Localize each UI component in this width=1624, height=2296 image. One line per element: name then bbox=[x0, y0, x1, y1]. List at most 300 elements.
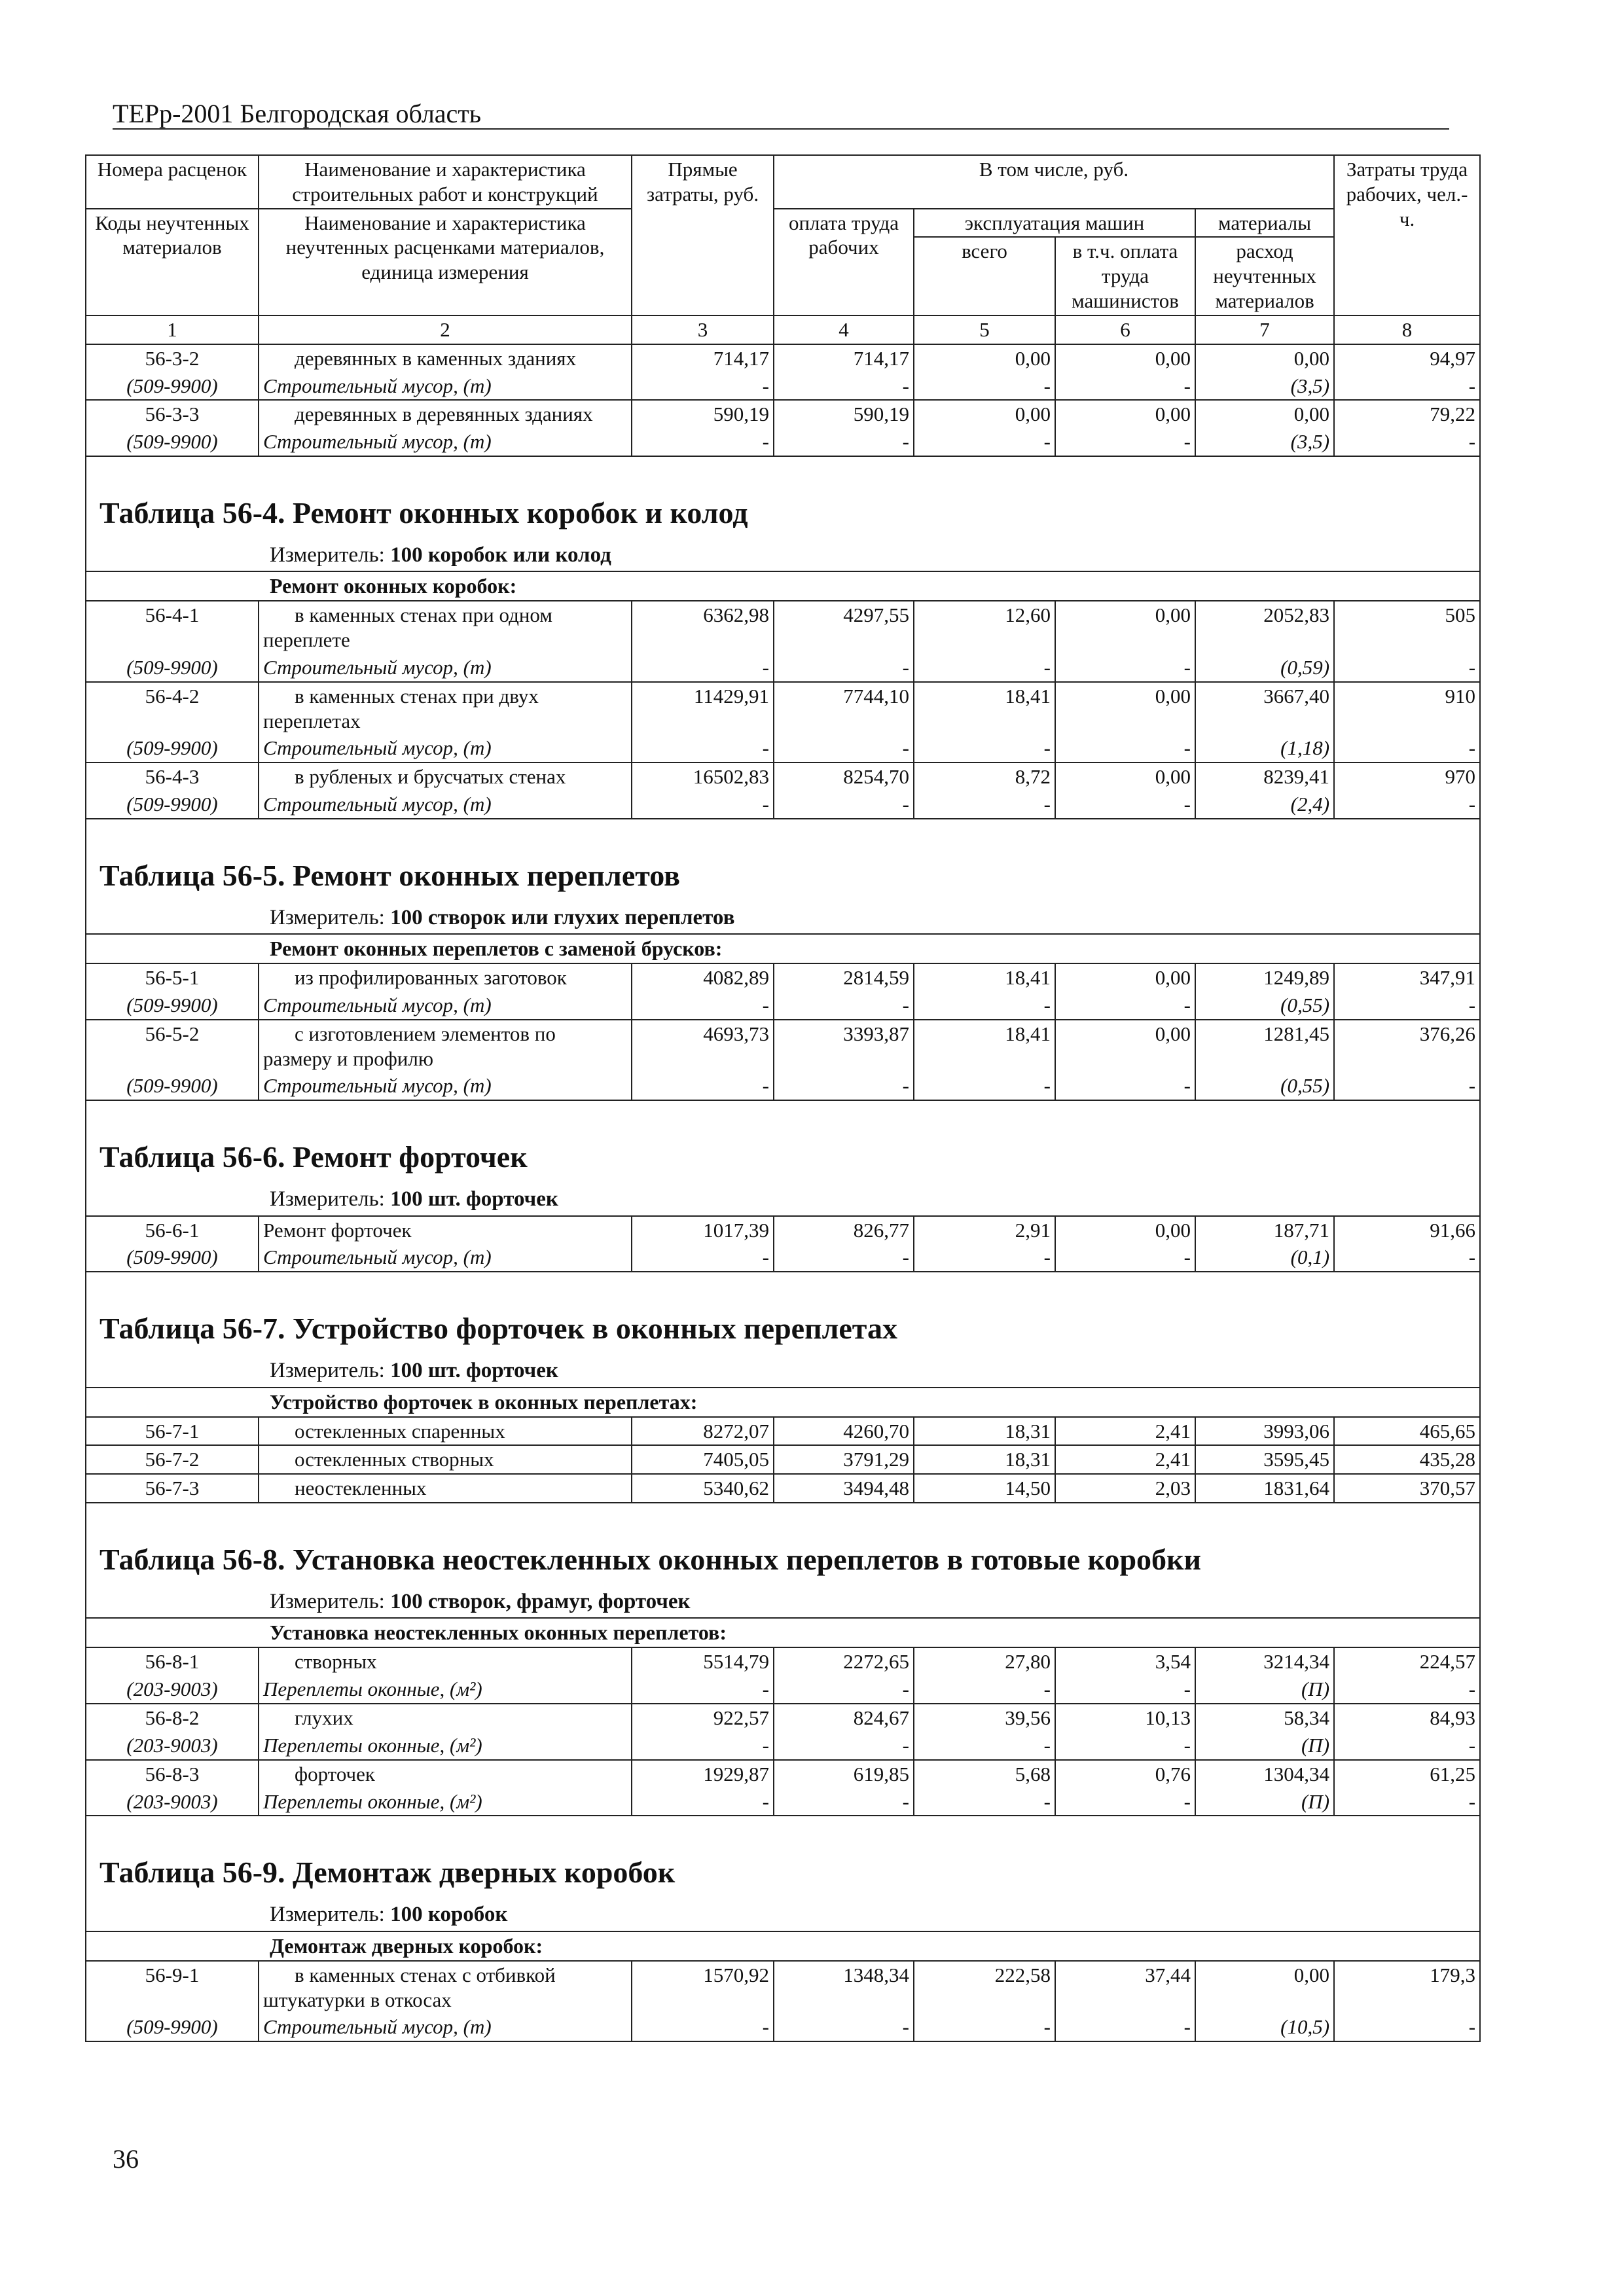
rate-value: 222,58 bbox=[914, 1961, 1055, 2014]
rate-code: 56-5-2 bbox=[86, 1020, 259, 1073]
rate-value: 4260,70 bbox=[774, 1417, 914, 1446]
material-value: - bbox=[1055, 992, 1195, 1020]
rate-value: 826,77 bbox=[774, 1216, 914, 1244]
rate-value: 3993,06 bbox=[1195, 1417, 1334, 1446]
subheader: Ремонт оконных переплетов с заменой брусков: bbox=[86, 934, 1480, 963]
material-value: - bbox=[1334, 791, 1480, 819]
material-value: - bbox=[1055, 428, 1195, 456]
material-value: - bbox=[1334, 654, 1480, 682]
rate-value: 5340,62 bbox=[632, 1474, 774, 1503]
material-value: - bbox=[914, 1072, 1055, 1100]
rate-value: 0,00 bbox=[914, 400, 1055, 428]
material-value: - bbox=[914, 1732, 1055, 1760]
rate-code: 56-4-2 bbox=[86, 682, 259, 735]
rate-value: 2,41 bbox=[1055, 1445, 1195, 1474]
rate-value: 435,28 bbox=[1334, 1445, 1480, 1474]
measure-label: Измеритель: bbox=[270, 905, 385, 929]
rate-name: из профилированных заготовок bbox=[259, 963, 632, 992]
subheader: Демонтаж дверных коробок: bbox=[86, 1931, 1480, 1961]
material-value: - bbox=[632, 1072, 774, 1100]
col-header-wages: оплата труда рабочих bbox=[774, 209, 914, 315]
rate-value: 376,26 bbox=[1334, 1020, 1480, 1073]
rate-value: 0,00 bbox=[1055, 601, 1195, 654]
rate-value: 2814,59 bbox=[774, 963, 914, 992]
rate-value: 3791,29 bbox=[774, 1445, 914, 1474]
material-row bbox=[86, 1244, 1480, 1272]
material-value: (П) bbox=[1195, 1732, 1334, 1760]
table-row bbox=[86, 1445, 1480, 1474]
subheader-row bbox=[86, 1388, 1480, 1417]
material-value: - bbox=[632, 1676, 774, 1704]
material-value: - bbox=[914, 791, 1055, 819]
rate-name: деревянных в каменных зданиях bbox=[259, 344, 632, 372]
material-value: - bbox=[632, 372, 774, 401]
material-value: - bbox=[914, 2013, 1055, 2041]
material-row bbox=[86, 992, 1480, 1020]
rate-code: 56-4-1 bbox=[86, 601, 259, 654]
table-title: Таблица 56-8. Установка неостекленных оконных переплетов в готовые коробки bbox=[86, 1503, 1480, 1587]
rate-value: 84,93 bbox=[1334, 1704, 1480, 1732]
column-number: 7 bbox=[1195, 315, 1334, 344]
rate-value: 0,00 bbox=[1055, 963, 1195, 992]
rate-code: 56-8-2 bbox=[86, 1704, 259, 1732]
column-number: 5 bbox=[914, 315, 1055, 344]
rate-code: 56-7-1 bbox=[86, 1417, 259, 1446]
page-number: 36 bbox=[113, 2144, 139, 2174]
material-row bbox=[86, 791, 1480, 819]
table-row bbox=[86, 682, 1480, 735]
material-value: - bbox=[774, 654, 914, 682]
material-row bbox=[86, 734, 1480, 762]
subheader-row bbox=[86, 934, 1480, 963]
table-row bbox=[86, 601, 1480, 654]
material-value: - bbox=[774, 1788, 914, 1816]
material-code: (509-9900) bbox=[86, 734, 259, 762]
rate-code: 56-4-3 bbox=[86, 762, 259, 791]
subheader-row bbox=[86, 1931, 1480, 1961]
rate-code: 56-5-1 bbox=[86, 963, 259, 992]
material-row bbox=[86, 2013, 1480, 2041]
table-title: Таблица 56-9. Демонтаж дверных коробок bbox=[86, 1816, 1480, 1900]
rate-value: 5514,79 bbox=[632, 1647, 774, 1676]
rate-value: 187,71 bbox=[1195, 1216, 1334, 1244]
rate-value: 8272,07 bbox=[632, 1417, 774, 1446]
rate-value: 18,31 bbox=[914, 1417, 1055, 1446]
rate-value: 619,85 bbox=[774, 1760, 914, 1788]
rate-value: 590,19 bbox=[632, 400, 774, 428]
rate-value: 1304,34 bbox=[1195, 1760, 1334, 1788]
rate-name: с изготовлением элементов по размеру и профилю bbox=[259, 1020, 632, 1073]
material-value: - bbox=[632, 1244, 774, 1272]
rate-value: 94,97 bbox=[1334, 344, 1480, 372]
material-value: - bbox=[1055, 1072, 1195, 1100]
rate-code: 56-9-1 bbox=[86, 1961, 259, 2014]
material-code: (509-9900) bbox=[86, 992, 259, 1020]
material-value: (0,55) bbox=[1195, 992, 1334, 1020]
rate-value: 1831,64 bbox=[1195, 1474, 1334, 1503]
table-title: Таблица 56-5. Ремонт оконных переплетов bbox=[86, 819, 1480, 903]
col-header-machines: эксплуатация машин bbox=[914, 209, 1195, 238]
rate-value: 1929,87 bbox=[632, 1760, 774, 1788]
rate-name: форточек bbox=[259, 1760, 632, 1788]
rate-value: 3214,34 bbox=[1195, 1647, 1334, 1676]
material-value: - bbox=[914, 992, 1055, 1020]
material-value: - bbox=[1334, 2013, 1480, 2041]
material-value: - bbox=[914, 1676, 1055, 1704]
material-value: - bbox=[774, 428, 914, 456]
measure-row bbox=[86, 541, 1480, 571]
material-value: - bbox=[774, 1072, 914, 1100]
column-number: 4 bbox=[774, 315, 914, 344]
rate-value: 8239,41 bbox=[1195, 762, 1334, 791]
table-title: Таблица 56-6. Ремонт форточек bbox=[86, 1100, 1480, 1185]
material-value: - bbox=[1334, 734, 1480, 762]
col-header-materials: материалы bbox=[1195, 209, 1334, 238]
material-value: - bbox=[914, 1788, 1055, 1816]
rate-value: 5,68 bbox=[914, 1760, 1055, 1788]
rate-value: 714,17 bbox=[632, 344, 774, 372]
rate-name: неостекленных bbox=[259, 1474, 632, 1503]
material-row bbox=[86, 372, 1480, 401]
table-row bbox=[86, 344, 1480, 372]
rate-value: 1249,89 bbox=[1195, 963, 1334, 992]
material-value: - bbox=[632, 654, 774, 682]
material-name: Строительный мусор, (т) bbox=[259, 2013, 632, 2041]
col-header-name-top: Наименование и характеристика строительных работ и конструкций bbox=[259, 155, 632, 209]
measure-label: Измеритель: bbox=[270, 1187, 385, 1211]
measure-label: Измеритель: bbox=[270, 1903, 385, 1927]
rate-code: 56-3-2 bbox=[86, 344, 259, 372]
col-header-codes-bottom: Коды неучтенных материалов bbox=[86, 209, 259, 315]
table-title-row bbox=[86, 456, 1480, 541]
material-value: - bbox=[774, 1244, 914, 1272]
material-value: - bbox=[774, 791, 914, 819]
material-value: - bbox=[914, 372, 1055, 401]
col-header-total: всего bbox=[914, 237, 1055, 315]
measure-line bbox=[86, 1900, 1480, 1931]
material-code: (509-9900) bbox=[86, 654, 259, 682]
measure-row bbox=[86, 1185, 1480, 1215]
material-name: Переплеты оконные, (м²) bbox=[259, 1676, 632, 1704]
material-name: Строительный мусор, (т) bbox=[259, 654, 632, 682]
rate-value: 1281,45 bbox=[1195, 1020, 1334, 1073]
material-code: (509-9900) bbox=[86, 1072, 259, 1100]
rate-value: 0,00 bbox=[1055, 1020, 1195, 1073]
col-header-direct: Прямые затраты, руб. bbox=[632, 155, 774, 315]
material-value: - bbox=[1055, 734, 1195, 762]
rate-name: в каменных стенах при одном переплете bbox=[259, 601, 632, 654]
rate-value: 11429,91 bbox=[632, 682, 774, 735]
material-value: (3,5) bbox=[1195, 372, 1334, 401]
rate-value: 18,41 bbox=[914, 682, 1055, 735]
material-value: - bbox=[1334, 1788, 1480, 1816]
rate-value: 37,44 bbox=[1055, 1961, 1195, 2014]
material-value: (3,5) bbox=[1195, 428, 1334, 456]
rate-value: 0,00 bbox=[1055, 762, 1195, 791]
material-code: (509-9900) bbox=[86, 372, 259, 401]
rate-code: 56-7-2 bbox=[86, 1445, 259, 1474]
material-value: (2,4) bbox=[1195, 791, 1334, 819]
rate-value: 3667,40 bbox=[1195, 682, 1334, 735]
rate-value: 505 bbox=[1334, 601, 1480, 654]
rate-value: 0,00 bbox=[1055, 1216, 1195, 1244]
material-value: (10,5) bbox=[1195, 2013, 1334, 2041]
rate-value: 91,66 bbox=[1334, 1216, 1480, 1244]
table-row bbox=[86, 963, 1480, 992]
table-title: Таблица 56-4. Ремонт оконных коробок и колод bbox=[86, 456, 1480, 541]
subheader: Устройство форточек в оконных переплетах: bbox=[86, 1388, 1480, 1417]
material-value: - bbox=[1055, 372, 1195, 401]
rate-value: 18,41 bbox=[914, 1020, 1055, 1073]
material-row bbox=[86, 1788, 1480, 1816]
rate-value: 0,00 bbox=[1055, 344, 1195, 372]
subheader-row bbox=[86, 1618, 1480, 1647]
material-value: - bbox=[632, 1732, 774, 1760]
subheader: Установка неостекленных оконных переплетов: bbox=[86, 1618, 1480, 1647]
material-name: Строительный мусор, (т) bbox=[259, 791, 632, 819]
rate-value: 2,91 bbox=[914, 1216, 1055, 1244]
rate-value: 16502,83 bbox=[632, 762, 774, 791]
rate-code: 56-6-1 bbox=[86, 1216, 259, 1244]
material-value: - bbox=[1334, 372, 1480, 401]
material-value: - bbox=[632, 428, 774, 456]
rate-value: 2272,65 bbox=[774, 1647, 914, 1676]
material-name: Строительный мусор, (т) bbox=[259, 1244, 632, 1272]
material-name: Строительный мусор, (т) bbox=[259, 992, 632, 1020]
rate-code: 56-3-3 bbox=[86, 400, 259, 428]
col-header-codes-top: Номера расценок bbox=[86, 155, 259, 209]
material-value: (П) bbox=[1195, 1676, 1334, 1704]
material-name: Строительный мусор, (т) bbox=[259, 1072, 632, 1100]
rate-value: 58,34 bbox=[1195, 1704, 1334, 1732]
material-row bbox=[86, 1072, 1480, 1100]
column-number-row bbox=[86, 315, 1480, 344]
material-value: - bbox=[632, 791, 774, 819]
rate-value: 910 bbox=[1334, 682, 1480, 735]
table-title-row bbox=[86, 1100, 1480, 1185]
material-code: (203-9003) bbox=[86, 1676, 259, 1704]
material-value: - bbox=[1055, 1244, 1195, 1272]
measure-value: 100 шт. форточек bbox=[390, 1187, 558, 1211]
rate-value: 3393,87 bbox=[774, 1020, 914, 1073]
rate-code: 56-8-1 bbox=[86, 1647, 259, 1676]
page-header: ТЕРр-2001 Белгородская область bbox=[113, 99, 482, 128]
column-number: 3 bbox=[632, 315, 774, 344]
material-code: (509-9900) bbox=[86, 428, 259, 456]
table-row bbox=[86, 1216, 1480, 1244]
material-code: (203-9003) bbox=[86, 1732, 259, 1760]
rate-value: 370,57 bbox=[1334, 1474, 1480, 1503]
table-row bbox=[86, 1647, 1480, 1676]
material-row bbox=[86, 428, 1480, 456]
rate-name: в каменных стенах при двух переплетах bbox=[259, 682, 632, 735]
measure-line bbox=[86, 1356, 1480, 1387]
table-row bbox=[86, 1760, 1480, 1788]
material-value: - bbox=[914, 654, 1055, 682]
subheader-row bbox=[86, 571, 1480, 601]
rate-value: 4297,55 bbox=[774, 601, 914, 654]
rate-value: 7405,05 bbox=[632, 1445, 774, 1474]
rate-value: 1348,34 bbox=[774, 1961, 914, 2014]
material-code: (509-9900) bbox=[86, 791, 259, 819]
col-header-labor: Затраты труда рабочих, чел.-ч. bbox=[1334, 155, 1480, 315]
table-row bbox=[86, 1961, 1480, 2014]
rate-value: 61,25 bbox=[1334, 1760, 1480, 1788]
rate-value: 79,22 bbox=[1334, 400, 1480, 428]
measure-value: 100 створок, фрамуг, форточек bbox=[390, 1590, 691, 1614]
measure-line bbox=[86, 541, 1480, 571]
material-value: - bbox=[1055, 654, 1195, 682]
material-row bbox=[86, 654, 1480, 682]
measure-label: Измеритель: bbox=[270, 1590, 385, 1614]
rate-value: 2052,83 bbox=[1195, 601, 1334, 654]
rate-value: 0,00 bbox=[1195, 344, 1334, 372]
material-name: Переплеты оконные, (м²) bbox=[259, 1732, 632, 1760]
rate-value: 2,41 bbox=[1055, 1417, 1195, 1446]
rate-value: 0,00 bbox=[1195, 1961, 1334, 2014]
rate-name: створных bbox=[259, 1647, 632, 1676]
material-value: - bbox=[774, 372, 914, 401]
rate-value: 224,57 bbox=[1334, 1647, 1480, 1676]
rate-name: остекленных спаренных bbox=[259, 1417, 632, 1446]
material-name: Строительный мусор, (т) bbox=[259, 372, 632, 401]
rate-value: 0,00 bbox=[1195, 400, 1334, 428]
material-value: (П) bbox=[1195, 1788, 1334, 1816]
measure-label: Измеритель: bbox=[270, 1359, 385, 1383]
rate-value: 39,56 bbox=[914, 1704, 1055, 1732]
rate-value: 3,54 bbox=[1055, 1647, 1195, 1676]
rate-code: 56-7-3 bbox=[86, 1474, 259, 1503]
material-value: - bbox=[1055, 1676, 1195, 1704]
material-value: - bbox=[632, 2013, 774, 2041]
material-code: (509-9900) bbox=[86, 1244, 259, 1272]
measure-value: 100 шт. форточек bbox=[390, 1359, 558, 1383]
material-value: - bbox=[774, 734, 914, 762]
measure-value: 100 створок или глухих переплетов bbox=[390, 905, 735, 929]
material-code: (203-9003) bbox=[86, 1788, 259, 1816]
column-number: 2 bbox=[259, 315, 632, 344]
measure-value: 100 коробок или колод bbox=[390, 543, 611, 567]
rate-value: 970 bbox=[1334, 762, 1480, 791]
rate-value: 1570,92 bbox=[632, 1961, 774, 2014]
measure-line bbox=[86, 1185, 1480, 1215]
table-title: Таблица 56-7. Устройство форточек в оконных переплетах bbox=[86, 1272, 1480, 1356]
material-value: - bbox=[1334, 1732, 1480, 1760]
column-number: 8 bbox=[1334, 315, 1480, 344]
rate-value: 12,60 bbox=[914, 601, 1055, 654]
rate-value: 0,76 bbox=[1055, 1760, 1195, 1788]
header-rule bbox=[113, 128, 1449, 130]
rate-value: 0,00 bbox=[1055, 682, 1195, 735]
material-value: - bbox=[774, 2013, 914, 2041]
material-value: - bbox=[1055, 2013, 1195, 2041]
rate-name: деревянных в деревянных зданиях bbox=[259, 400, 632, 428]
material-name: Строительный мусор, (т) bbox=[259, 734, 632, 762]
rate-value: 14,50 bbox=[914, 1474, 1055, 1503]
table-row bbox=[86, 1417, 1480, 1446]
rate-value: 18,41 bbox=[914, 963, 1055, 992]
material-value: - bbox=[1055, 1732, 1195, 1760]
material-value: - bbox=[632, 734, 774, 762]
rate-value: 18,31 bbox=[914, 1445, 1055, 1474]
rate-value: 347,91 bbox=[1334, 963, 1480, 992]
material-value: - bbox=[632, 992, 774, 1020]
rate-value: 3595,45 bbox=[1195, 1445, 1334, 1474]
table-row bbox=[86, 762, 1480, 791]
measure-row bbox=[86, 1356, 1480, 1387]
material-value: - bbox=[1334, 1676, 1480, 1704]
material-value: - bbox=[914, 428, 1055, 456]
rate-value: 8254,70 bbox=[774, 762, 914, 791]
material-value: - bbox=[632, 1788, 774, 1816]
material-value: - bbox=[774, 1676, 914, 1704]
rate-value: 10,13 bbox=[1055, 1704, 1195, 1732]
column-number: 1 bbox=[86, 315, 259, 344]
material-code: (509-9900) bbox=[86, 2013, 259, 2041]
rate-name: глухих bbox=[259, 1704, 632, 1732]
col-header-machinists: в т.ч. оплата труда машинистов bbox=[1055, 237, 1195, 315]
material-value: - bbox=[914, 734, 1055, 762]
material-value: - bbox=[914, 1244, 1055, 1272]
table-title-row bbox=[86, 819, 1480, 903]
material-value: (0,59) bbox=[1195, 654, 1334, 682]
rate-name: Ремонт форточек bbox=[259, 1216, 632, 1244]
material-row bbox=[86, 1676, 1480, 1704]
rate-value: 2,03 bbox=[1055, 1474, 1195, 1503]
rate-value: 179,3 bbox=[1334, 1961, 1480, 2014]
table-title-row bbox=[86, 1272, 1480, 1356]
rate-name: в каменных стенах с отбивкой штукатурки в откосах bbox=[259, 1961, 632, 2014]
rate-value: 0,00 bbox=[914, 344, 1055, 372]
material-name: Строительный мусор, (т) bbox=[259, 428, 632, 456]
rate-value: 465,65 bbox=[1334, 1417, 1480, 1446]
measure-value: 100 коробок bbox=[390, 1903, 508, 1927]
rate-value: 6362,98 bbox=[632, 601, 774, 654]
measure-line bbox=[86, 903, 1480, 934]
material-value: - bbox=[1334, 992, 1480, 1020]
table-row bbox=[86, 1020, 1480, 1073]
rate-value: 922,57 bbox=[632, 1704, 774, 1732]
rate-value: 27,80 bbox=[914, 1647, 1055, 1676]
rate-value: 8,72 bbox=[914, 762, 1055, 791]
column-number: 6 bbox=[1055, 315, 1195, 344]
material-value: - bbox=[774, 992, 914, 1020]
measure-label: Измеритель: bbox=[270, 543, 385, 567]
material-value: - bbox=[1334, 1244, 1480, 1272]
material-value: - bbox=[774, 1732, 914, 1760]
rate-value: 590,19 bbox=[774, 400, 914, 428]
rate-value: 824,67 bbox=[774, 1704, 914, 1732]
rate-name: в рубленых и брусчатых стенах bbox=[259, 762, 632, 791]
rate-value: 4693,73 bbox=[632, 1020, 774, 1073]
rate-value: 1017,39 bbox=[632, 1216, 774, 1244]
col-header-incl: В том числе, руб. bbox=[774, 155, 1334, 209]
table-title-row bbox=[86, 1816, 1480, 1900]
measure-line bbox=[86, 1587, 1480, 1618]
material-value: - bbox=[1055, 1788, 1195, 1816]
material-row bbox=[86, 1732, 1480, 1760]
rate-code: 56-8-3 bbox=[86, 1760, 259, 1788]
rate-value: 0,00 bbox=[1055, 400, 1195, 428]
table-row bbox=[86, 400, 1480, 428]
material-value: (1,18) bbox=[1195, 734, 1334, 762]
col-header-name-bottom: Наименование и характеристика неучтенных расценками материалов, единица измерения bbox=[259, 209, 632, 315]
material-value: - bbox=[1055, 791, 1195, 819]
col-header-unaccounted: расход неучтенных материалов bbox=[1195, 237, 1334, 315]
measure-row bbox=[86, 1900, 1480, 1931]
rate-name: остекленных створных bbox=[259, 1445, 632, 1474]
rate-value: 4082,89 bbox=[632, 963, 774, 992]
